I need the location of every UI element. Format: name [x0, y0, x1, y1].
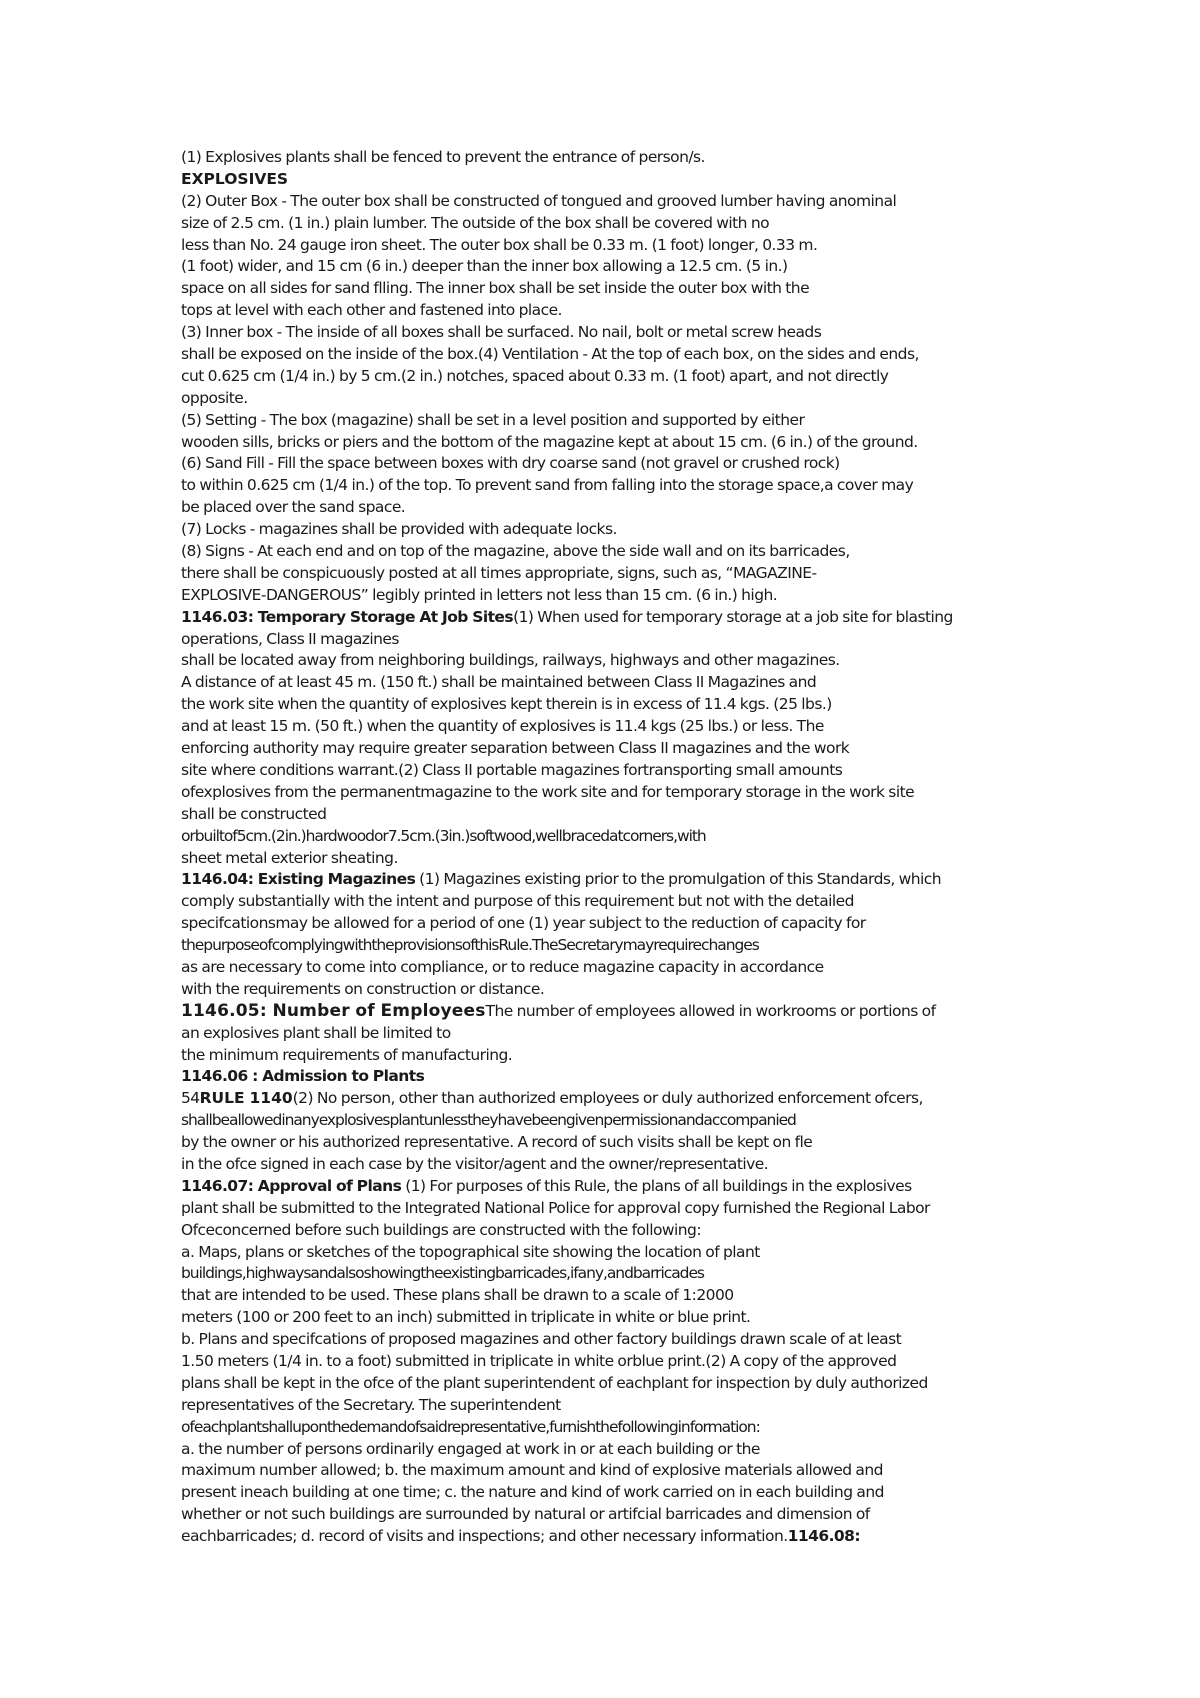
- text-line: [181, 1154, 1081, 1176]
- text-line: [181, 1460, 1081, 1482]
- text-line: [181, 1329, 1081, 1351]
- text-line: [181, 300, 1081, 322]
- section-heading: 1146.04: Existing Magazines: [181, 870, 416, 889]
- text-line: [181, 716, 1081, 738]
- text-run: thepurposeofcomplyingwiththeprovisionsofthisRule.TheSecretarymayrequirechanges: [181, 936, 759, 955]
- text-line: [181, 1045, 1081, 1067]
- text-run: ofeachplantshalluponthedemandofsaidrepresentative,furnishthefollowinginformation:: [181, 1417, 760, 1436]
- text-run: the minimum requirements of manufacturing.: [181, 1045, 513, 1064]
- document-page: [181, 147, 1081, 1548]
- text-line: [181, 147, 1081, 169]
- text-run: sheet metal exterior sheating.: [181, 848, 398, 867]
- text-line: [181, 1242, 1081, 1264]
- text-run: (1 foot) wider, and 15 cm (6 in.) deeper than the inner box allowing a 12.5 cm. (5 in.): [181, 257, 788, 276]
- text-line: [181, 607, 1081, 629]
- text-run: (8) Signs - At each end and on top of the magazine, above the side wall and on its barricades,: [181, 542, 850, 561]
- text-run: (5) Setting - The box (magazine) shall be set in a level position and supported by either: [181, 410, 805, 429]
- text-run: eachbarricades; d. record of visits and inspections; and other necessary information.: [181, 1527, 788, 1546]
- text-line: [181, 935, 1081, 957]
- text-line: [181, 979, 1081, 1001]
- text-line: [181, 191, 1081, 213]
- text-run: in the ofce signed in each case by the visitor/agent and the owner/representative.: [181, 1154, 769, 1173]
- text-line: [181, 1439, 1081, 1461]
- text-run: with the requirements on construction or distance.: [181, 979, 545, 998]
- text-line: [181, 1263, 1081, 1285]
- text-run: that are intended to be used. These plans shall be drawn to a scale of 1:2000: [181, 1286, 734, 1305]
- text-run: tops at level with each other and fastened into place.: [181, 301, 562, 320]
- text-run: (7) Locks - magazines shall be provided with adequate locks.: [181, 520, 617, 539]
- text-run: comply substantially with the intent and purpose of this requirement but not with the detailed: [181, 892, 854, 911]
- text-run: site where conditions warrant.(2) Class II portable magazines fortransporting small amounts: [181, 760, 843, 779]
- text-run: enforcing authority may require greater separation between Class II magazines and the work: [181, 739, 850, 758]
- text-run: present ineach building at one time; c. the nature and kind of work carried on in each building and: [181, 1483, 884, 1502]
- text-line: [181, 848, 1081, 870]
- text-run: ofexplosives from the permanentmagazine to the work site and for temporary storage in the work site: [181, 782, 915, 801]
- text-run: an explosives plant shall be limited to: [181, 1023, 451, 1042]
- text-run: (6) Sand Fill - Fill the space between boxes with dry coarse sand (not gravel or crushed rock): [181, 454, 840, 473]
- text-run: whether or not such buildings are surrounded by natural or artifcial barricades and dimension of: [181, 1505, 870, 1524]
- text-line: [181, 804, 1081, 826]
- text-line: [181, 388, 1081, 410]
- text-run: The number of employees allowed in workrooms or portions of: [485, 1001, 936, 1020]
- text-run: be placed over the sand space.: [181, 498, 406, 517]
- text-line: [181, 410, 1081, 432]
- text-line: [181, 1001, 1081, 1023]
- text-line: [181, 782, 1081, 804]
- text-line: [181, 366, 1081, 388]
- text-line: [181, 169, 1081, 191]
- text-line: [181, 432, 1081, 454]
- text-line: [181, 1023, 1081, 1045]
- text-run: plant shall be submitted to the Integrated National Police for approval copy furnished the Regional Labor: [181, 1198, 930, 1217]
- text-run: there shall be conspicuously posted at all times appropriate, signs, such as, “MAGAZINE-: [181, 563, 817, 582]
- text-run: shall be exposed on the inside of the box.(4) Ventilation - At the top of each box, on the sides and ends,: [181, 345, 919, 364]
- text-line: [181, 322, 1081, 344]
- text-line: [181, 738, 1081, 760]
- text-run: less than No. 24 gauge iron sheet. The outer box shall be 0.33 m. (1 foot) longer, 0.33 m.: [181, 235, 818, 254]
- text-line: [181, 1088, 1081, 1110]
- text-line: [181, 1176, 1081, 1198]
- text-run: buildings,highwaysandalsoshowingtheexistingbarricades,ifany,andbarricades: [181, 1264, 704, 1283]
- text-line: [181, 453, 1081, 475]
- text-run: A distance of at least 45 m. (150 ft.) shall be maintained between Class II Magazines and: [181, 673, 817, 692]
- text-run: and at least 15 m. (50 ft.) when the quantity of explosives is 11.4 kgs (25 lbs.) or less. The: [181, 717, 824, 736]
- text-line: [181, 213, 1081, 235]
- text-line: [181, 869, 1081, 891]
- text-run: plans shall be kept in the ofce of the plant superintendent of eachplant for inspection by duly authorized: [181, 1373, 928, 1392]
- text-run: operations, Class II magazines: [181, 629, 399, 648]
- text-run: (3) Inner box - The inside of all boxes shall be surfaced. No nail, bolt or metal screw heads: [181, 323, 822, 342]
- text-run: space on all sides for sand flling. The inner box shall be set inside the outer box with the: [181, 279, 810, 298]
- text-run: a. the number of persons ordinarily engaged at work in or at each building or the: [181, 1439, 760, 1458]
- text-line: [181, 913, 1081, 935]
- text-line: [181, 1110, 1081, 1132]
- text-run: (1) When used for temporary storage at a job site for blasting: [513, 607, 953, 626]
- section-heading: 1146.07: Approval of Plans: [181, 1176, 402, 1195]
- text-run: a. Maps, plans or sketches of the topographical site showing the location of plant: [181, 1242, 760, 1261]
- text-line: [181, 344, 1081, 366]
- text-run: EXPLOSIVE-DANGEROUS” legibly printed in letters not less than 15 cm. (6 in.) high.: [181, 585, 778, 604]
- text-run: Ofceconcerned before such buildings are constructed with the following:: [181, 1220, 701, 1239]
- text-line: [181, 1395, 1081, 1417]
- text-line: [181, 1526, 1081, 1548]
- text-line: [181, 235, 1081, 257]
- text-line: [181, 1066, 1081, 1088]
- text-run: specifcationsmay be allowed for a period of one (1) year subject to the reduction of capacity for: [181, 914, 866, 933]
- text-line: [181, 1417, 1081, 1439]
- text-line: [181, 563, 1081, 585]
- text-line: [181, 629, 1081, 651]
- text-run: shall be located away from neighboring buildings, railways, highways and other magazines.: [181, 651, 840, 670]
- text-line: [181, 519, 1081, 541]
- text-line: [181, 541, 1081, 563]
- text-line: [181, 278, 1081, 300]
- text-line: [181, 1504, 1081, 1526]
- text-run: (1) Explosives plants shall be fenced to prevent the entrance of person/s.: [181, 148, 705, 166]
- section-heading: EXPLOSIVES: [181, 169, 289, 188]
- text-run: (1) For purposes of this Rule, the plans of all buildings in the explosives: [401, 1176, 912, 1195]
- text-line: [181, 650, 1081, 672]
- text-run: shall be constructed: [181, 804, 327, 823]
- text-line: [181, 1285, 1081, 1307]
- section-heading: 1146.08:: [787, 1527, 861, 1546]
- text-run: (2) Outer Box - The outer box shall be constructed of tongued and grooved lumber having anominal: [181, 191, 897, 210]
- text-run: maximum number allowed; b. the maximum amount and kind of explosive materials allowed and: [181, 1461, 883, 1480]
- text-line: [181, 1132, 1081, 1154]
- text-run: as are necessary to come into compliance, or to reduce magazine capacity in accordance: [181, 957, 824, 976]
- text-run: wooden sills, bricks or piers and the bottom of the magazine kept at about 15 cm. (6 in.) of the ground.: [181, 432, 918, 451]
- section-heading: 1146.06 : Admission to Plants: [181, 1067, 425, 1086]
- text-run: representatives of the Secretary. The superintendent: [181, 1395, 561, 1414]
- text-run: (1) Magazines existing prior to the promulgation of this Standards, which: [415, 870, 942, 889]
- text-line: [181, 760, 1081, 782]
- text-run: (2) No person, other than authorized employees or duly authorized enforcement ofcers,: [292, 1089, 923, 1108]
- text-line: [181, 826, 1081, 848]
- text-line: [181, 957, 1081, 979]
- section-heading: 1146.03: Temporary Storage At Job Sites: [181, 607, 514, 626]
- text-run: 1.50 meters (1/4 in. to a foot) submitted in triplicate in white orblue print.(2) A copy of the approved: [181, 1351, 897, 1370]
- text-run: to within 0.625 cm (1/4 in.) of the top. To prevent sand from falling into the storage space,a cover may: [181, 476, 914, 495]
- text-line: [181, 891, 1081, 913]
- text-line: [181, 1482, 1081, 1504]
- text-line: [181, 672, 1081, 694]
- text-line: [181, 1373, 1081, 1395]
- text-line: [181, 1198, 1081, 1220]
- text-line: [181, 1307, 1081, 1329]
- text-run: size of 2.5 cm. (1 in.) plain lumber. The outside of the box shall be covered with no: [181, 213, 770, 232]
- text-run: b. Plans and specifcations of proposed magazines and other factory buildings drawn scale of at least: [181, 1330, 902, 1349]
- text-run: meters (100 or 200 feet to an inch) submitted in triplicate in white or blue print.: [181, 1308, 751, 1327]
- text-run: cut 0.625 cm (1/4 in.) by 5 cm.(2 in.) notches, spaced about 0.33 m. (1 foot) apart, and not directly: [181, 366, 889, 385]
- text-run: opposite.: [181, 388, 248, 407]
- text-line: [181, 497, 1081, 519]
- text-line: [181, 1351, 1081, 1373]
- text-line: [181, 585, 1081, 607]
- text-line: [181, 475, 1081, 497]
- text-run: the work site when the quantity of explosives kept therein is in excess of 11.4 kgs. (25 lbs.): [181, 695, 832, 714]
- text-run: orbuiltof5cm.(2in.)hardwoodor7.5cm.(3in.)softwood,wellbracedatcorners,with: [181, 826, 706, 845]
- text-line: [181, 256, 1081, 278]
- text-line: [181, 694, 1081, 716]
- text-run: 54: [181, 1089, 200, 1108]
- section-heading: RULE 1140: [199, 1089, 293, 1108]
- section-heading: 1146.05: Number of Employees: [181, 1000, 486, 1021]
- text-run: by the owner or his authorized representative. A record of such visits shall be kept on fle: [181, 1133, 813, 1152]
- text-line: [181, 1220, 1081, 1242]
- text-run: shallbeallowedinanyexplosivesplantunlesstheyhavebeengivenpermissionandaccompanied: [181, 1111, 796, 1130]
